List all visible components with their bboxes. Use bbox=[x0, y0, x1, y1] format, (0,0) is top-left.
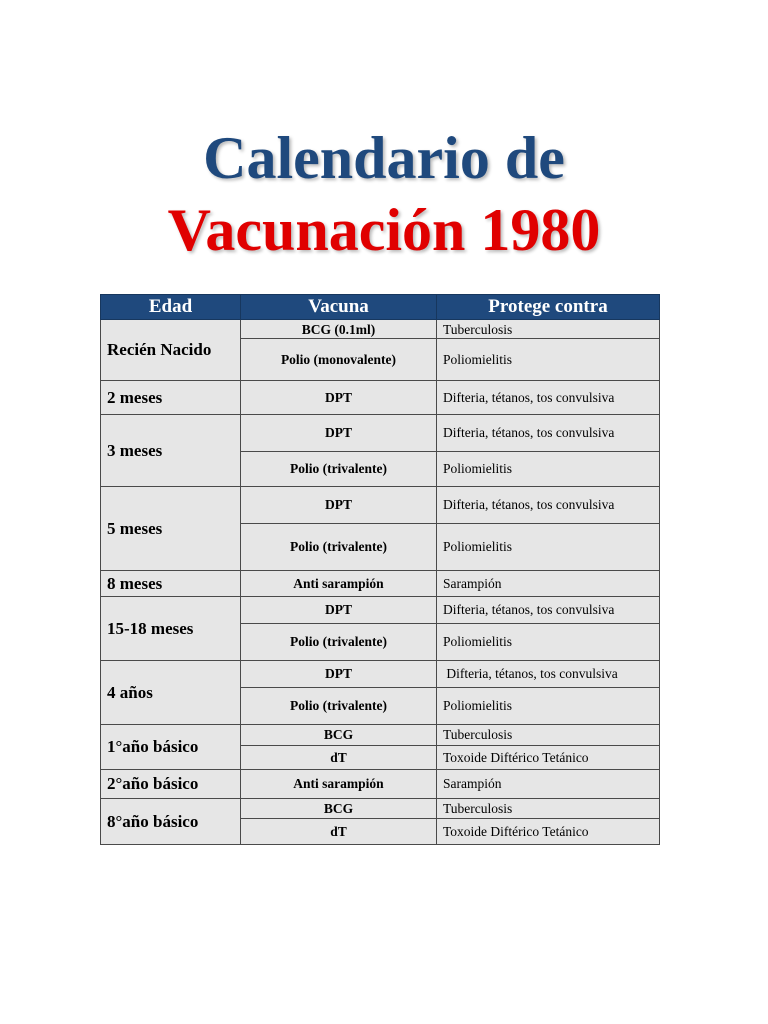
table-row bbox=[101, 661, 660, 688]
protects-cell: Poliomielitis bbox=[437, 624, 660, 661]
age-cell: 15-18 meses bbox=[101, 597, 241, 661]
vaccine-cell: Polio (trivalente) bbox=[241, 524, 437, 571]
table-row bbox=[101, 571, 660, 597]
protects-cell: Difteria, tétanos, tos convulsiva bbox=[437, 597, 660, 624]
age-cell: Recién Nacido bbox=[101, 320, 241, 381]
vaccine-cell: Polio (trivalente) bbox=[241, 452, 437, 487]
table-row bbox=[101, 320, 660, 339]
vaccine-cell: BCG bbox=[241, 799, 437, 819]
age-cell: 1°año básico bbox=[101, 725, 241, 770]
vaccine-cell: Polio (trivalente) bbox=[241, 624, 437, 661]
age-cell: 4 años bbox=[101, 661, 241, 725]
protects-cell: Difteria, tétanos, tos convulsiva bbox=[437, 661, 660, 688]
table-row bbox=[101, 770, 660, 799]
title-line-2: Vacunación 1980 bbox=[167, 197, 601, 263]
vaccine-cell: Polio (trivalente) bbox=[241, 688, 437, 725]
protects-cell: Difteria, tétanos, tos convulsiva bbox=[437, 415, 660, 452]
protects-cell: Difteria, tétanos, tos convulsiva bbox=[437, 381, 660, 415]
protects-cell: Toxoide Diftérico Tetánico bbox=[437, 746, 660, 770]
vaccine-cell: dT bbox=[241, 746, 437, 770]
protects-cell: Poliomielitis bbox=[437, 524, 660, 571]
vaccine-cell: DPT bbox=[241, 415, 437, 452]
header-protege-contra: Protege contra bbox=[437, 295, 660, 320]
table-row bbox=[101, 487, 660, 524]
vaccine-cell: dT bbox=[241, 819, 437, 845]
table-row bbox=[101, 799, 660, 819]
table-row bbox=[101, 725, 660, 746]
age-cell: 3 meses bbox=[101, 415, 241, 487]
protects-cell: Poliomielitis bbox=[437, 339, 660, 381]
age-cell: 8°año básico bbox=[101, 799, 241, 845]
protects-cell: Poliomielitis bbox=[437, 452, 660, 487]
age-cell: 8 meses bbox=[101, 571, 241, 597]
title-line-1: Calendario de bbox=[203, 125, 565, 191]
protects-cell: Poliomielitis bbox=[437, 688, 660, 725]
vaccine-cell: DPT bbox=[241, 487, 437, 524]
protects-cell: Tuberculosis bbox=[437, 799, 660, 819]
age-cell: 2°año básico bbox=[101, 770, 241, 799]
header-edad: Edad bbox=[101, 295, 241, 320]
protects-cell: Sarampión bbox=[437, 571, 660, 597]
vaccine-cell: DPT bbox=[241, 661, 437, 688]
page-title bbox=[0, 122, 768, 266]
header-vacuna: Vacuna bbox=[241, 295, 437, 320]
vaccine-cell: DPT bbox=[241, 597, 437, 624]
vaccine-cell: BCG (0.1ml) bbox=[241, 320, 437, 339]
protects-cell: Sarampión bbox=[437, 770, 660, 799]
protects-cell: Toxoide Diftérico Tetánico bbox=[437, 819, 660, 845]
vaccine-cell: Polio (monovalente) bbox=[241, 339, 437, 381]
vaccine-cell: BCG bbox=[241, 725, 437, 746]
age-cell: 2 meses bbox=[101, 381, 241, 415]
vaccine-cell: Anti sarampión bbox=[241, 571, 437, 597]
protects-cell: Tuberculosis bbox=[437, 320, 660, 339]
age-cell: 5 meses bbox=[101, 487, 241, 571]
vaccine-cell: DPT bbox=[241, 381, 437, 415]
protects-cell: Difteria, tétanos, tos convulsiva bbox=[437, 487, 660, 524]
vaccination-schedule-table bbox=[100, 294, 660, 845]
protects-cell: Tuberculosis bbox=[437, 725, 660, 746]
vaccine-cell: Anti sarampión bbox=[241, 770, 437, 799]
table-row bbox=[101, 415, 660, 452]
table-row bbox=[101, 381, 660, 415]
table-row bbox=[101, 597, 660, 624]
table-header-row bbox=[101, 295, 660, 320]
